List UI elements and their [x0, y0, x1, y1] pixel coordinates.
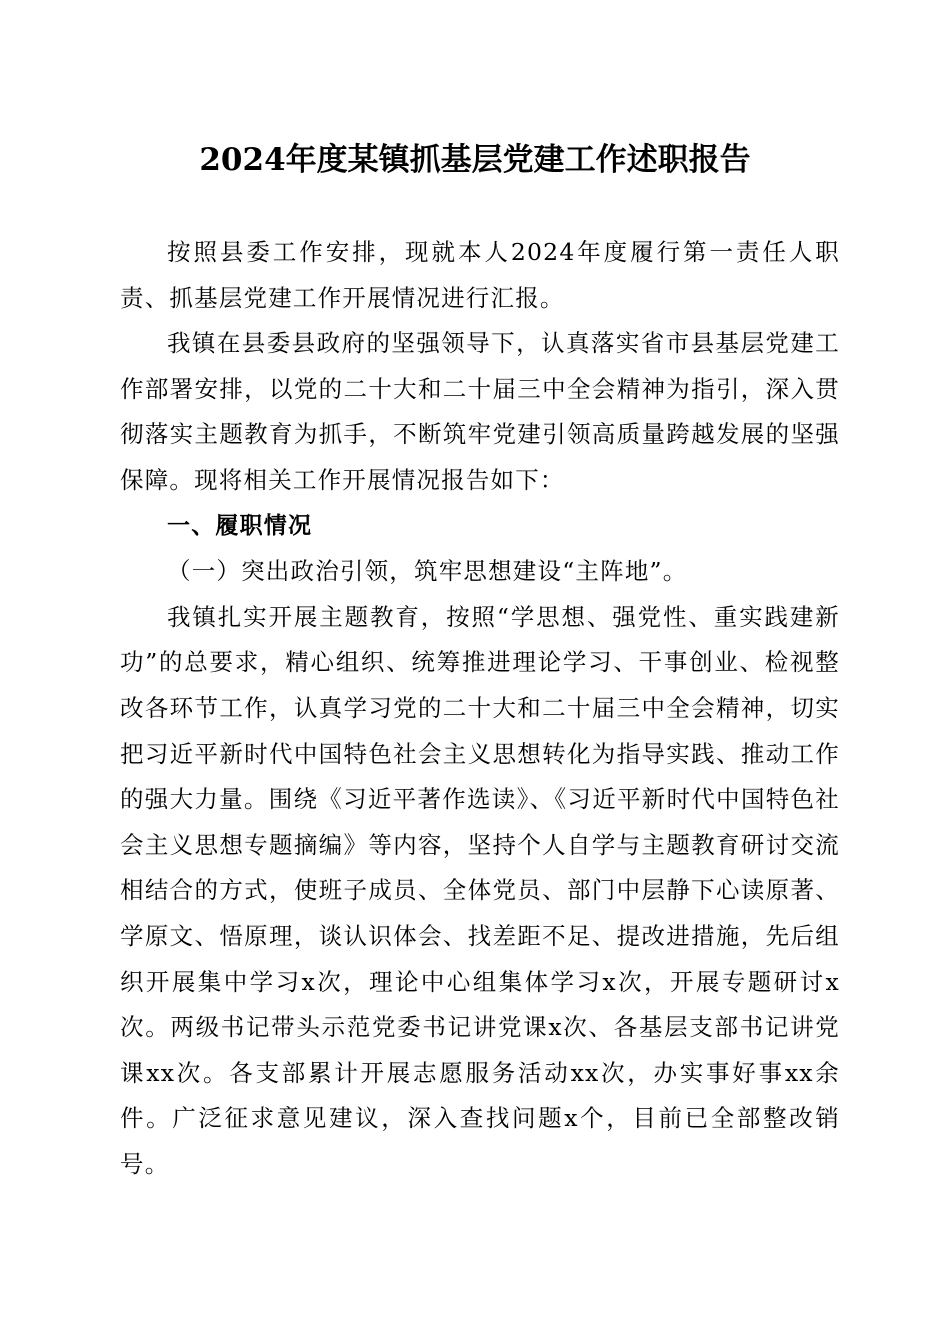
subsection-heading: （一）突出政治引领，筑牢思想建设“主阵地”。 [167, 557, 688, 586]
section-heading: 一、履职情况 [167, 512, 313, 539]
document-body [120, 230, 840, 1187]
overview-paragraph: 我镇在县委县政府的坚强领导下，认真落实省市县基层党建工作部署安排，以党的二十大和二十届三中全会精神为指引，深入贯彻落实主题教育为抓手，不断筑牢党建引领高质量跨越发展的坚强保障。现将相关工作开展情况报告如下： [120, 329, 840, 494]
document-title: 2024年度某镇抓基层党建工作述职报告 [199, 142, 751, 178]
intro-paragraph: 按照县委工作安排，现就本人2024年度履行第一责任人职责、抓基层党建工作开展情况进行汇报。 [120, 238, 840, 312]
subsection-body-paragraph: 我镇扎实开展主题教育，按照“学思想、强党性、重实践建新功”的总要求，精心组织、统筹推进理论学习、干事创业、检视整改各环节工作，认真学习党的二十大和二十届三中全会精神，切实把习近平新时代中国特色社会主义思想转化为指导实践、推动工作的强大力量。围绕《习近平著作选读》、《习近平新时代中国特色社会主义思想专题摘编》等内容，坚持个人自学与主题教育研讨交流相结合的方式，使班子成员、全体党员、部门中层静下心读原著、学原文、悟原理，谈认识体会、找差距不足、提改进措施，先后组织开展集中学习x次，理论中心组集体学习x次，开展专题研讨x次。两级书记带头示范党委书记讲党课x次、各基层支部书记讲党课xx次。各支部累计开展志愿服务活动xx次，办实事好事xx余件。广泛征求意见建议，深入查找问题x个，目前已全部整改销号。 [120, 602, 840, 1178]
